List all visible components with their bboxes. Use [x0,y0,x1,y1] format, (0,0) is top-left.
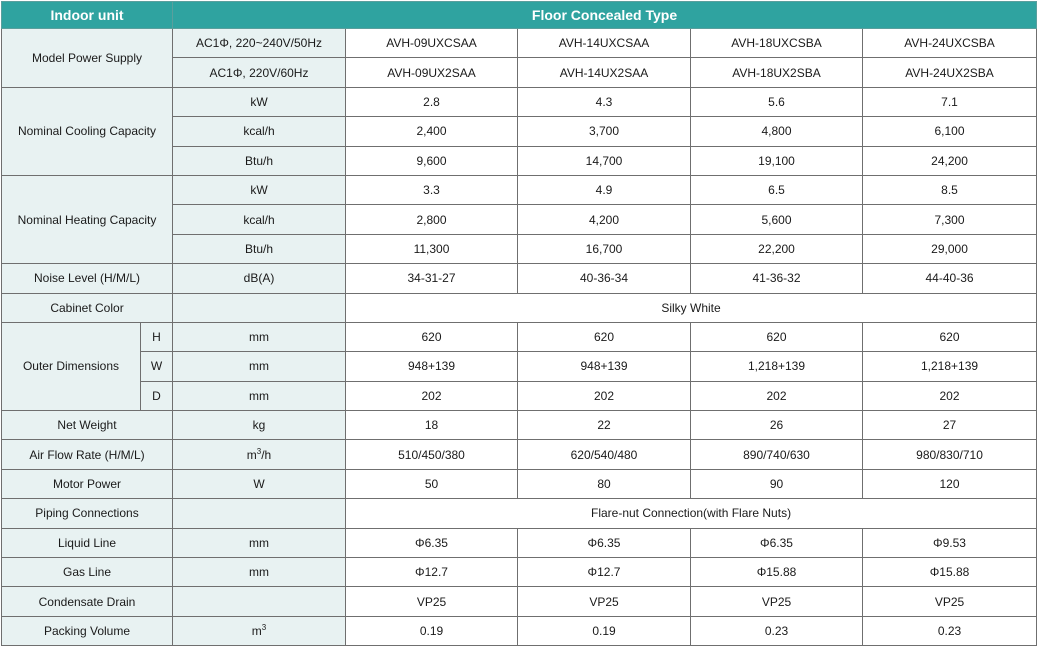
value-cell: Φ6.35 [518,528,691,557]
value-cell: 948+139 [518,352,691,381]
value-cell: 41-36-32 [691,264,863,293]
value-cell: 4,200 [518,205,691,234]
dimension-letter: H [141,322,173,351]
value-cell: 40-36-34 [518,264,691,293]
value-cell: 620 [346,322,518,351]
heating-kw-row [2,175,1037,204]
unit-cell [173,440,346,469]
unit-base: m [246,447,257,462]
piping-connections-label: Piping Connections [2,499,173,528]
value-cell: 80 [518,469,691,498]
packing-volume-label: Packing Volume [2,616,173,645]
value-cell: 0.23 [863,616,1037,645]
value-cell: VP25 [518,587,691,616]
value-cell: 8.5 [863,175,1037,204]
value-cell: Φ15.88 [863,558,1037,587]
value-cell: 6,100 [863,117,1037,146]
value-cell: Φ15.88 [691,558,863,587]
value-cell: Φ12.7 [346,558,518,587]
unit-cell: kcal/h [173,117,346,146]
value-cell: 50 [346,469,518,498]
unit-cell-empty [173,293,346,322]
value-cell: 19,100 [691,146,863,175]
unit-cell: mm [173,381,346,410]
value-cell: 4.3 [518,87,691,116]
unit-tail: /h [261,447,272,462]
value-cell: 2.8 [346,87,518,116]
value-cell: 510/450/380 [346,440,518,469]
dimension-w-row [2,352,1037,381]
value-cell: 18 [346,411,518,440]
unit-cell: Btu/h [173,146,346,175]
model-cell: AVH-24UXCSBA [863,29,1037,58]
model-power-supply-label: Model Power Supply [2,29,173,88]
value-cell: 948+139 [346,352,518,381]
value-cell: 7,300 [863,205,1037,234]
value-cell: 980/830/710 [863,440,1037,469]
model-cell: AVH-18UXCSBA [691,29,863,58]
model-cell: AVH-14UXCSAA [518,29,691,58]
cabinet-color-label: Cabinet Color [2,293,173,322]
value-cell: 890/740/630 [691,440,863,469]
heating-capacity-label: Nominal Heating Capacity [2,175,173,263]
value-cell: 620 [518,322,691,351]
unit-base: m [251,624,262,638]
spec-table [1,1,1037,646]
outer-dimensions-label: Outer Dimensions [2,322,141,410]
value-cell: 16,700 [518,234,691,263]
airflow-row [2,440,1037,469]
piping-connections-value: Flare-nut Connection(with Flare Nuts) [346,499,1037,528]
value-cell: Φ6.35 [691,528,863,557]
value-cell: 1,218+139 [691,352,863,381]
dimension-letter: D [141,381,173,410]
value-cell: 4.9 [518,175,691,204]
value-cell: 202 [863,381,1037,410]
value-cell: 0.19 [518,616,691,645]
condensate-drain-label: Condensate Drain [2,587,173,616]
unit-superscript: 3 [256,446,262,456]
supply-50hz: AC1Φ, 220~240V/50Hz [173,29,346,58]
unit-cell: kW [173,175,346,204]
cabinet-color-value: Silky White [346,293,1037,322]
value-cell: 9,600 [346,146,518,175]
value-cell: 22 [518,411,691,440]
supply-60hz: AC1Φ, 220V/60Hz [173,58,346,87]
value-cell: 2,800 [346,205,518,234]
unit-cell: kW [173,87,346,116]
unit-cell: mm [173,322,346,351]
unit-cell: Btu/h [173,234,346,263]
value-cell: 4,800 [691,117,863,146]
unit-cell-empty [173,499,346,528]
dimension-letter: W [141,352,173,381]
model-cell: AVH-18UX2SBA [691,58,863,87]
drain-row [2,587,1037,616]
value-cell: Φ6.35 [346,528,518,557]
value-cell: 14,700 [518,146,691,175]
value-cell: 22,200 [691,234,863,263]
weight-row [2,411,1037,440]
value-cell: Φ9.53 [863,528,1037,557]
value-cell: 44-40-36 [863,264,1037,293]
header-row [2,2,1037,29]
value-cell: 202 [518,381,691,410]
unit-cell: dB(A) [173,264,346,293]
value-cell: VP25 [863,587,1037,616]
value-cell: 6.5 [691,175,863,204]
model-row-50hz [2,29,1037,58]
cabinet-row [2,293,1037,322]
liquid-row [2,528,1037,557]
piping-row [2,499,1037,528]
value-cell: 24,200 [863,146,1037,175]
value-cell: 202 [346,381,518,410]
value-cell: 620 [863,322,1037,351]
packing-row [2,616,1037,645]
unit-cell: mm [173,528,346,557]
liquid-line-label: Liquid Line [2,528,173,557]
model-cell: AVH-09UXCSAA [346,29,518,58]
cooling-kw-row [2,87,1037,116]
model-cell: AVH-14UX2SAA [518,58,691,87]
unit-cell: W [173,469,346,498]
value-cell: 26 [691,411,863,440]
gas-row [2,558,1037,587]
header-floor-concealed-type: Floor Concealed Type [173,2,1037,29]
cooling-capacity-label: Nominal Cooling Capacity [2,87,173,175]
value-cell: 620/540/480 [518,440,691,469]
unit-cell [173,616,346,645]
value-cell: 7.1 [863,87,1037,116]
net-weight-label: Net Weight [2,411,173,440]
unit-cell: kcal/h [173,205,346,234]
motor-row [2,469,1037,498]
unit-cell [173,587,346,616]
gas-line-label: Gas Line [2,558,173,587]
value-cell: 90 [691,469,863,498]
value-cell: 1,218+139 [863,352,1037,381]
value-cell: 0.23 [691,616,863,645]
model-cell: AVH-24UX2SBA [863,58,1037,87]
noise-row [2,264,1037,293]
value-cell: VP25 [346,587,518,616]
value-cell: 5.6 [691,87,863,116]
unit-cell: kg [173,411,346,440]
value-cell: Φ12.7 [518,558,691,587]
motor-power-label: Motor Power [2,469,173,498]
unit-cell: mm [173,558,346,587]
unit-superscript: 3 [261,623,267,632]
value-cell: 11,300 [346,234,518,263]
value-cell: 620 [691,322,863,351]
value-cell: 27 [863,411,1037,440]
value-cell: 5,600 [691,205,863,234]
value-cell: 0.19 [346,616,518,645]
model-cell: AVH-09UX2SAA [346,58,518,87]
value-cell: 120 [863,469,1037,498]
value-cell: 202 [691,381,863,410]
unit-cell: mm [173,352,346,381]
value-cell: 2,400 [346,117,518,146]
value-cell: 3,700 [518,117,691,146]
value-cell: 29,000 [863,234,1037,263]
header-indoor-unit: Indoor unit [2,2,173,29]
value-cell: 3.3 [346,175,518,204]
value-cell: VP25 [691,587,863,616]
air-flow-rate-label: Air Flow Rate (H/M/L) [2,440,173,469]
dimension-h-row [2,322,1037,351]
noise-level-label: Noise Level (H/M/L) [2,264,173,293]
dimension-d-row [2,381,1037,410]
value-cell: 34-31-27 [346,264,518,293]
